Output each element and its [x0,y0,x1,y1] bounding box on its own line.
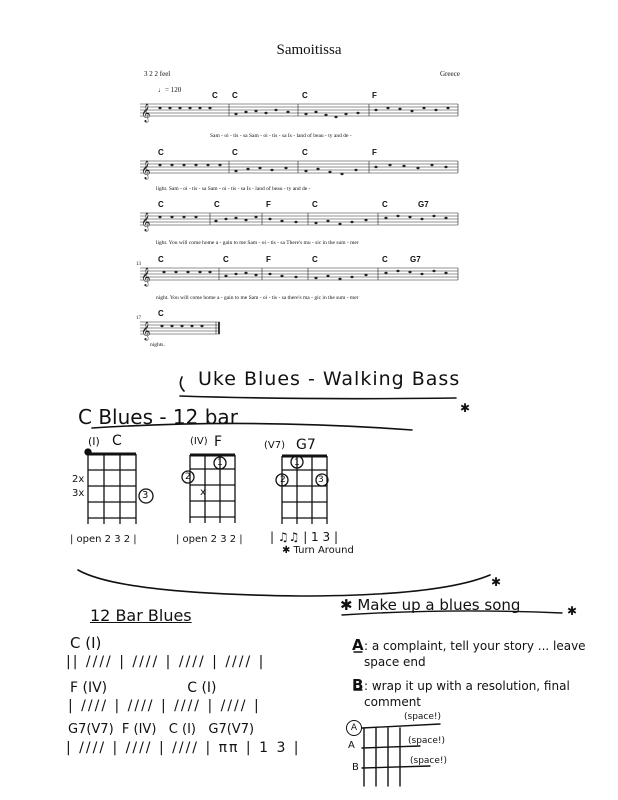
song-title: Samoitissa [276,42,342,58]
chord-name: C [112,433,122,449]
bar-blues-title: 12 Bar Blues [90,606,192,625]
chord-symbol: F [372,148,377,157]
treble-clef-icon: 𝄞 [141,160,151,179]
circled-finger: 1 [294,458,300,468]
lyrics-line: Sam - oi - tis - sa Sam - oi - tis - sa Is - land of beau - ty and de - [210,133,352,139]
chord-symbol: G7 [418,200,429,209]
bar-blues-chords-1: C (I) [70,634,102,652]
asterisk-icon: ✱ [491,575,502,589]
chord-symbol: C [232,91,238,100]
lyrics-line: nights. [150,342,165,348]
lyrics-line: light. Sam - oi - tis - sa Sam - oi - tis - sa Is - land of beau - ty and de - [156,186,311,192]
rhythm-pattern: | open 2 3 2 | [70,534,137,545]
space-line-3 [362,766,430,768]
asterisk-icon: ✱ [460,401,471,415]
circled-finger: 3 [142,490,149,501]
line-letter: A [348,740,355,751]
chord-grid-c [85,449,153,524]
chord-symbol: C [382,255,388,264]
rhythm-pattern: | open 2 3 2 | [176,534,243,545]
chord-symbol: F [372,91,377,100]
chord-symbol: C [312,200,318,209]
chord-symbol: C [302,91,308,100]
line-letter: B [352,762,359,773]
chord-symbol: C [312,255,318,264]
chord-symbol: C [223,255,229,264]
chord-numeral: (V7) [264,440,286,451]
heading-underline [180,396,456,399]
makeup-b-text: : wrap it up with a resolution, final comment [364,679,570,709]
chord-symbol: C [302,148,308,157]
chord-name: F [214,434,223,450]
heading-bracket [180,377,184,391]
chord-symbol: C [232,148,238,157]
chord-symbol: G7 [410,255,421,264]
finger-mark: 2 [185,472,191,482]
finger-mark: x [200,487,206,498]
rhythm-pattern: | ♫♫ | 1 3 | [270,530,338,544]
feel-label: 3 2 2 feel [144,70,171,78]
chord-numeral: (IV) [190,436,208,447]
chord-symbol: C [214,200,220,209]
chord-numeral: (I) [88,435,100,448]
treble-clef-icon: 𝄞 [141,267,151,286]
bar-blues-chords-3: G7(V7) F (IV) C (I) G7(V7) [68,722,255,737]
origin-label: Greece [440,70,460,78]
notes-heading: Uke Blues - Walking Bass [198,368,461,390]
makeup-a-label: A [352,636,364,654]
space-line-label: (space!) [408,736,446,746]
section-divider-curve [78,570,490,596]
chord-symbol: C [212,91,218,100]
turnaround-note: ✱ Turn Around [282,545,354,556]
makeup-a-text: : a complaint, tell your story ... leave space end [364,639,586,669]
finger-mark: 3x [72,488,85,499]
finger-mark: 2x [72,474,85,485]
chord-symbol: F [266,255,271,264]
space-line-label: (space!) [404,712,442,722]
chord-name: G7 [296,437,316,453]
chord-symbol: C [158,148,164,157]
finger-mark: 2 [280,475,286,485]
space-line-1 [362,724,440,728]
treble-clef-icon: 𝄞 [141,321,151,340]
bar-blues-line-2: | //// | //// | //// | //// | [68,698,261,714]
tempo-marking: ♩= 120 [158,86,182,94]
bar-blues-line-1: || //// | //// | //// | //// | [66,654,266,670]
blues-title: C Blues - 12 bar [78,405,238,429]
space-line-label: (space!) [410,756,448,766]
makeup-title: ✱ Make up a blues song [340,596,521,614]
bar-blues-line-3: | //// | //// | //// | ππ | 1 3 | [66,740,301,756]
chord-symbol: C [382,200,388,209]
makeup-b-label: B [352,676,364,694]
chord-symbol: C [158,200,164,209]
asterisk-icon: ✱ [567,604,578,618]
lyrics-line: night. You will come home a - gain to me Sam - oi - tis - sa there's ma - gic in the sum - mer [156,295,359,301]
chord-symbol: C [158,309,164,318]
chord-grid-g7 [276,456,328,524]
treble-clef-icon: 𝄞 [141,212,151,231]
chord-grid-f [182,455,235,523]
bar-blues-chords-2: F (IV) C (I) [70,680,217,696]
space-line-2 [362,746,420,748]
measure-number: 13 [136,262,141,267]
circled-finger: 1 [217,458,223,468]
measure-number: 17 [136,316,141,321]
chord-symbol: F [266,200,271,209]
finger-mark: 3 [318,475,324,485]
chord-symbol: C [158,255,164,264]
lyrics-line: light. You will come home a - gain to me Sam - oi - tis - sa There's mu - sic in the sum - mer [156,240,359,246]
circled-a-marker: A [346,720,362,736]
treble-clef-icon: 𝄞 [141,103,151,122]
